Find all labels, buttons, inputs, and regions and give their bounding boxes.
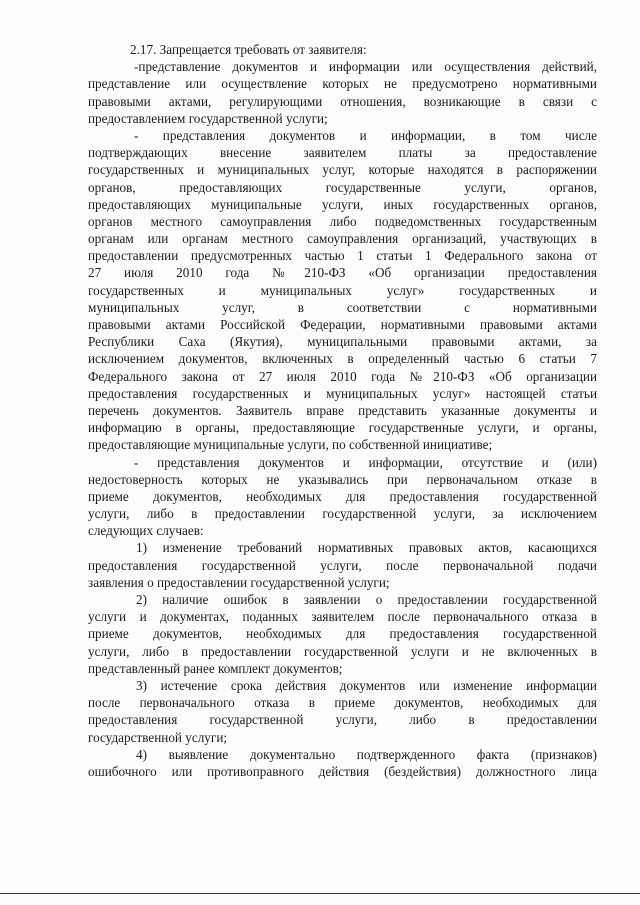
- paragraph-line: услуги и документах, поданных заявителем после первоначального отказа в: [88, 609, 597, 625]
- paragraph-line: информацию в органы, предоставляющие государственные услуги, и органы,: [88, 420, 597, 436]
- paragraph-line: предоставления государственных и муниципальных услуг» настоящей статьи: [88, 385, 597, 401]
- paragraph-line: предоставления государственной услуги, после первоначальной подачи: [88, 557, 597, 573]
- paragraph-line: предоставляющих муниципальные услуги, иных государственных органов,: [88, 196, 597, 212]
- paragraph-line: после первоначального отказа в приеме документов, необходимых для: [88, 695, 597, 711]
- section-heading-line: 2.17. Запрещается требовать от заявителя:: [130, 42, 367, 57]
- paragraph-line: ошибочного или противоправного действия (бездействия) должностного лица: [88, 763, 597, 779]
- paragraph-line: услуги, либо в предоставлении государственной услуги, за исключением: [88, 506, 597, 522]
- paragraph-line: государственных и муниципальных услуг, которые находятся в распоряжении: [88, 162, 597, 178]
- paragraph-line: государственной услуги;: [88, 729, 228, 745]
- paragraph-line: представление или осуществление которых не предусмотрено нормативными: [88, 76, 597, 92]
- paragraph-line: органов местного самоуправления либо подведомственных государственным: [88, 213, 597, 229]
- paragraph-line: 1) изменение требований нормативных правовых актов, касающихся: [136, 540, 597, 556]
- paragraph-line: предоставлением государственной услуги;: [88, 110, 328, 126]
- paragraph-line: приеме документов, необходимых для предоставления государственной: [88, 488, 597, 504]
- document-body: [88, 41, 597, 780]
- paragraph-line: 27 июля 2010 года №210-ФЗ «Об организации предоставления: [88, 265, 597, 281]
- paragraph-line: подтверждающих внесение заявителем платы за предоставление: [88, 145, 597, 161]
- paragraph-line: 4) выявление документально подтвержденного факта (признаков): [136, 746, 597, 762]
- paragraph-line: 3) истечение срока действия документов или изменение информации: [136, 677, 597, 693]
- paragraph-line: муниципальных услуг, в соответствии с нормативными: [88, 299, 597, 315]
- paragraph-line: представленный ранее комплект документов;: [88, 660, 343, 676]
- paragraph-line: предоставляющие муниципальные услуги, по собственной инициативе;: [88, 437, 493, 453]
- paragraph-line: предоставления государственной услуги, либо в предоставлении: [88, 712, 597, 728]
- paragraph-line: органам или органам местного самоуправления организаций, участвующих в: [88, 231, 597, 247]
- paragraph-line: -представление документов и информации или осуществления действий,: [134, 59, 597, 75]
- paragraph-line: Республики Саха (Якутия), муниципальными правовыми актами, за: [88, 334, 597, 350]
- paragraph-line: заявления о предоставлении государственной услуги;: [88, 574, 390, 590]
- paragraph-line: - представления документов и информации, отсутствие и (или): [134, 454, 597, 470]
- paragraph-line: органов, предоставляющих государственные услуги, органов,: [88, 179, 597, 195]
- paragraph-line: правовыми актами Российской Федерации, нормативными правовыми актами: [88, 317, 597, 332]
- paragraph-line: перечень документов. Заявитель вправе представить указанные документы и: [88, 402, 597, 418]
- page-bottom-rule: [0, 893, 640, 894]
- paragraph-line: государственных и муниципальных услуг» государственных и: [88, 282, 597, 298]
- paragraph-line: услуги, либо в предоставлении государственной услуги и не включенных в: [88, 643, 597, 659]
- paragraph-line: исключением документов, включенных в определенный частью 6 статьи 7: [88, 351, 597, 367]
- paragraph-line: приеме документов, необходимых для предоставления государственной: [88, 626, 597, 642]
- paragraph-line: следующих случаев:: [88, 523, 204, 539]
- paragraph-line: предоставлении предусмотренных частью 1 статьи 1 Федерального закона от: [88, 248, 597, 264]
- paragraph-line: Федерального закона от 27 июля 2010 года №210-ФЗ «Об организации: [88, 368, 597, 384]
- paragraph-line: - представления документов и информации, в том числе: [134, 127, 597, 143]
- paragraph-line: недостоверность которых не указывались при первоначальном отказе в: [88, 471, 597, 487]
- paragraph-line: правовыми актами, регулирующими отношения, возникающие в связи с: [88, 93, 597, 109]
- paragraph-line: 2) наличие ошибок в заявлении о предоставлении государственной: [136, 592, 597, 607]
